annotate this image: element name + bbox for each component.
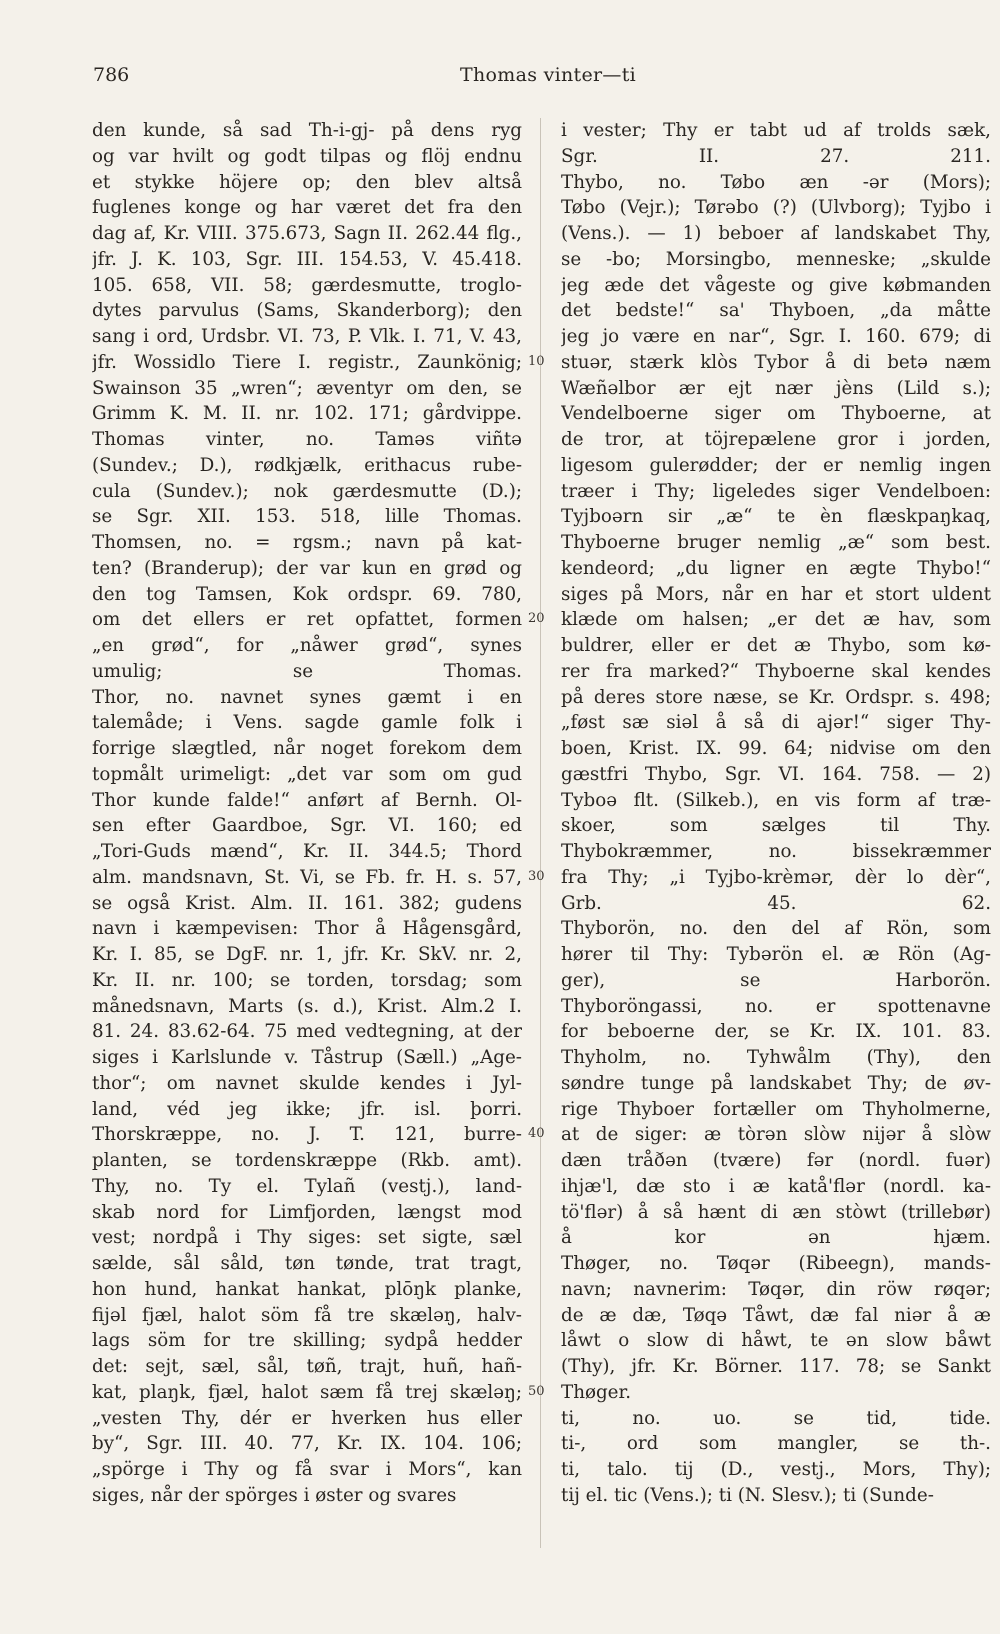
left-column-line: 105. 658, VII. 58; gærdesmutte, troglo- <box>92 274 522 296</box>
right-column-line: Thyholm, no. Tyhwålm (Thy), den <box>561 1047 991 1068</box>
right-column-line: Thyboröngassi, no. er spottenavne <box>561 995 991 1017</box>
left-column-line: fuglenes konge og har været det fra den <box>92 197 522 219</box>
left-column-line: og var hvilt og godt tilpas og flöj endnu <box>92 145 522 167</box>
right-column-line: Thøger. <box>561 1381 632 1403</box>
left-column-line: den tog Tamsen, Kok ordspr. 69. 780, <box>92 583 522 605</box>
left-column-line: „spörge i Thy og få svar i Mors“, kan <box>92 1459 522 1480</box>
left-column-line: Kr. II. nr. 100; se torden, torsdag; som <box>92 969 522 991</box>
left-column-line: Thorskræppe, no. J. T. 121, burre- <box>92 1124 522 1146</box>
right-column-line: Tøbo (Vejr.); Tørəbo (?) (Ulvborg); Tyjbo i <box>561 197 991 219</box>
left-column-line: Grimm K. M. II. nr. 102. 171; gårdvippe. <box>92 403 522 425</box>
left-column-line: „Tori-Guds mænd“, Kr. II. 344.5; Thord <box>92 841 522 862</box>
left-column-line: se også Krist. Alm. II. 161. 382; gudens <box>92 892 522 914</box>
right-column <box>561 118 991 1509</box>
left-column-line: Thor, no. navnet synes gæmt i en <box>92 686 522 708</box>
right-column-line: ti, talo. tij (D., vestj., Mors, Thy); <box>561 1459 991 1480</box>
right-column-line: å kor ən hjæm. <box>561 1227 991 1249</box>
right-column-line: ger), se Harborön. <box>561 969 991 991</box>
right-column-line: ligesom gulerødder; der er nemlig ingen <box>561 454 991 476</box>
left-column-line: ten? (Branderup); der var kun en grød og <box>92 557 522 579</box>
right-column-line: kendeord; „du ligner en ægte Thybo!“ <box>561 557 991 579</box>
right-column-line: boen, Krist. IX. 99. 64; nidvise om den <box>561 738 991 759</box>
right-column-line: ihjæ'l, dæ sto i æ katå'flər (nordl. ka- <box>561 1175 991 1197</box>
left-column-line: Thomsen, no. = rgsm.; navn på kat- <box>92 532 522 553</box>
right-column-line: gæstfri Thybo, Sgr. VI. 164. 758. — 2) <box>561 763 991 785</box>
left-column-line: 81. 24. 83.62-64. 75 med vedtegning, at der <box>92 1021 522 1043</box>
left-column-line: et stykke höjere op; den blev altså <box>92 171 522 193</box>
left-column-line: cula (Sundev.); nok gærdesmutte (D.); <box>92 480 522 502</box>
left-column-line: talemåde; i Vens. sagde gamle folk i <box>92 712 522 734</box>
left-column-line: se Sgr. XII. 153. 518, lille Thomas. <box>92 506 522 528</box>
right-column-line: at de siger: æ tòrən slòw nijər å slòw <box>561 1124 991 1146</box>
line-marker: 50 <box>528 1383 545 1399</box>
left-column-line: Thor kunde falde!“ anført af Bernh. Ol- <box>92 789 522 811</box>
left-column-line: månedsnavn, Marts (s. d.), Krist. Alm.2 I. <box>92 995 522 1017</box>
right-column-line: hører til Thy: Tybərön el. æ Rön (Ag- <box>561 944 991 965</box>
right-column-line: de æ dæ, Tøqə Tåwt, dæ fal niər å æ <box>561 1304 991 1326</box>
right-column-line: i vester; Thy er tabt ud af trolds sæk, <box>561 120 991 141</box>
line-marker: 10 <box>528 353 545 369</box>
right-column-line: skoer, som sælges til Thy. <box>561 815 991 837</box>
line-marker: 40 <box>528 1126 545 1142</box>
left-column-line: jfr. Wossidlo Tiere I. registr., Zaunkönig; <box>92 351 522 373</box>
right-column-line: Sgr. II. 27. 211. <box>561 145 991 167</box>
right-column-line: det bedste!“ sa' Thyboen, „da måtte <box>561 300 991 322</box>
right-column-line: Grb. 45. 62. <box>561 892 991 914</box>
left-column-line: kat, plaŋk, fjæl, halot sæm få trej skæləŋ; <box>92 1381 522 1403</box>
right-column-line: Tyboə flt. (Silkeb.), en vis form af træ- <box>561 789 991 811</box>
right-column-line: Thyboerne bruger nemlig „æ“ som best. <box>561 532 991 553</box>
right-column-line: ti-, ord som mangler, se th-. <box>561 1433 991 1455</box>
left-column-line: land, véd jeg ikke; jfr. isl. þorri. <box>92 1098 522 1120</box>
left-column-line: sen efter Gaardboe, Sgr. VI. 160; ed <box>92 815 522 837</box>
line-marker: 30 <box>528 868 545 884</box>
right-column-line: fra Thy; „i Tyjbo-krèmər, dèr lo dèr“, <box>561 866 991 888</box>
left-column-line: lags söm for tre skilling; sydpå hedder <box>92 1330 522 1352</box>
right-column-line: tij el. tic (Vens.); ti (N. Slesv.); ti (Sunde- <box>561 1484 934 1506</box>
left-column-line: Thy, no. Ty el. Tylañ (vestj.), land- <box>92 1175 522 1197</box>
left-column-line: Thomas vinter, no. Taməs viñtə <box>92 429 522 450</box>
right-column-line: Thybo, no. Tøbo æn -ər (Mors); <box>561 171 991 193</box>
left-column-line: skab nord for Limfjorden, længst mod <box>92 1201 522 1223</box>
right-column-line: buldrer, eller er det æ Thybo, som kø- <box>561 635 991 656</box>
left-column-line: topmålt urimeligt: „det var som om gud <box>92 763 522 785</box>
left-column-line: alm. mandsnavn, St. Vi, se Fb. fr. H. s. 57, <box>92 866 522 888</box>
left-column-line: den kunde, så sad Th-i-gj- på dens ryg <box>92 120 522 141</box>
left-column-line: sælde, sål såld, tøn tønde, trat tragt, <box>92 1253 522 1274</box>
left-column-line: navn i kæmpevisen: Thor å Hågensgård, <box>92 918 522 940</box>
left-column-line: forrige slægtled, når noget forekom dem <box>92 738 522 759</box>
right-column-line: ti, no. uo. se tid, tide. <box>561 1407 991 1429</box>
right-column-line: Tyjboərn sir „æ“ te èn flæskpaŋkaq, <box>561 506 991 528</box>
right-column-line: Thøger, no. Tøqər (Ribeegn), mands- <box>561 1253 991 1274</box>
right-column-line: (Vens.). — 1) beboer af landskabet Thy, <box>561 223 991 244</box>
right-column-line: dæn tråðən (tvære) fər (nordl. fuər) <box>561 1150 991 1171</box>
right-column-line: rige Thyboer fortæller om Thyholmerne, <box>561 1098 991 1120</box>
right-column-line: de tror, at töjrepælene gror i jorden, <box>561 429 991 450</box>
right-column-line: søndre tunge på landskabet Thy; de øv- <box>561 1072 991 1094</box>
right-column-line: „føst sæ siəl å så di ajər!“ siger Thy- <box>561 712 991 734</box>
left-column-line: fijəl fjæl, halot söm få tre skæləŋ, halv- <box>92 1304 522 1326</box>
left-column <box>92 118 522 1509</box>
right-column-line: navn; navnerim: Tøqər, din röw røqər; <box>561 1278 991 1300</box>
line-marker: 20 <box>528 611 545 627</box>
right-column-line: stuər, stærk klòs Tybor å di betə næm <box>561 351 991 373</box>
left-column-line: siges i Karlslunde v. Tåstrup (Sæll.) „Age- <box>92 1047 522 1068</box>
right-column-line: klæde om halsen; „er det æ hav, som <box>561 609 991 631</box>
left-column-line: sang i ord, Urdsbr. VI. 73, P. Vlk. I. 71, V. 43, <box>92 326 522 347</box>
running-head: Thomas vinter—ti <box>460 64 637 86</box>
right-column-line: (Thy), jfr. Kr. Börner. 117. 78; se Sankt <box>561 1356 991 1377</box>
right-column-line: for beboerne der, se Kr. IX. 101. 83. <box>561 1021 991 1043</box>
left-column-line: Kr. I. 85, se DgF. nr. 1, jfr. Kr. SkV. nr. 2, <box>92 944 522 965</box>
right-column-line: se -bo; Morsingbo, menneske; „skulde <box>561 248 991 270</box>
left-column-line: jfr. J. K. 103, Sgr. III. 154.53, V. 45.418. <box>92 248 522 270</box>
right-column-line: rer fra marked?“ Thyboerne skal kendes <box>561 660 991 682</box>
right-column-line: tö'flər) å så hænt di æn stòwt (trillebør) <box>561 1201 991 1223</box>
right-column-line: Wæñəlbor ær ejt nær jèns (Lild s.); <box>561 377 991 399</box>
left-column-line: planten, se tordenskræppe (Rkb. amt). <box>92 1150 522 1171</box>
left-column-line: dag af, Kr. VIII. 375.673, Sagn II. 262.44 flg., <box>92 223 522 244</box>
left-column-line: by“, Sgr. III. 40. 77, Kr. IX. 104. 106; <box>92 1433 522 1455</box>
left-column-line: (Sundev.; D.), rødkjælk, erithacus rube- <box>92 454 522 476</box>
right-column-line: Thybokræmmer, no. bissekræmmer <box>561 841 991 862</box>
left-column-line: det: sejt, sæl, sål, tøñ, trajt, huñ, hañ- <box>92 1356 522 1377</box>
left-column-line: om det ellers er ret opfattet, formen <box>92 609 522 631</box>
right-column-line: siges på Mors, når en har et stort uldent <box>561 583 991 605</box>
left-column-line: umulig; se Thomas. <box>92 660 522 682</box>
left-column-line: „en grød“, for „nåwer grød“, synes <box>92 635 522 656</box>
left-column-line: siges, når der spörges i øster og svares <box>92 1484 457 1506</box>
column-divider <box>540 118 541 1548</box>
right-column-line: Vendelboerne siger om Thyboerne, at <box>561 403 991 425</box>
left-column-line: dytes parvulus (Sams, Skanderborg); den <box>92 300 522 322</box>
page-number: 786 <box>93 64 130 86</box>
left-column-line: hon hund, hankat hankat, plōŋk planke, <box>92 1278 522 1300</box>
left-column-line: thor“; om navnet skulde kendes i Jyl- <box>92 1072 522 1094</box>
right-column-line: jeg æde det vågeste og give købmanden <box>561 274 991 296</box>
right-column-line: låwt o slow di håwt, te ən slow båwt <box>561 1330 991 1352</box>
right-column-line: jeg jo være en nar“, Sgr. I. 160. 679; di <box>561 326 991 347</box>
left-column-line: „vesten Thy, dér er hverken hus eller <box>92 1407 522 1429</box>
right-column-line: på deres store næse, se Kr. Ordspr. s. 498; <box>561 686 991 708</box>
left-column-line: vest; nordpå i Thy siges: set sigte, sæl <box>92 1227 522 1249</box>
right-column-line: Thyborön, no. den del af Rön, som <box>561 918 991 940</box>
right-column-line: træer i Thy; ligeledes siger Vendelboen: <box>561 480 991 502</box>
left-column-line: Swainson 35 „wren“; æventyr om den, se <box>92 377 522 399</box>
